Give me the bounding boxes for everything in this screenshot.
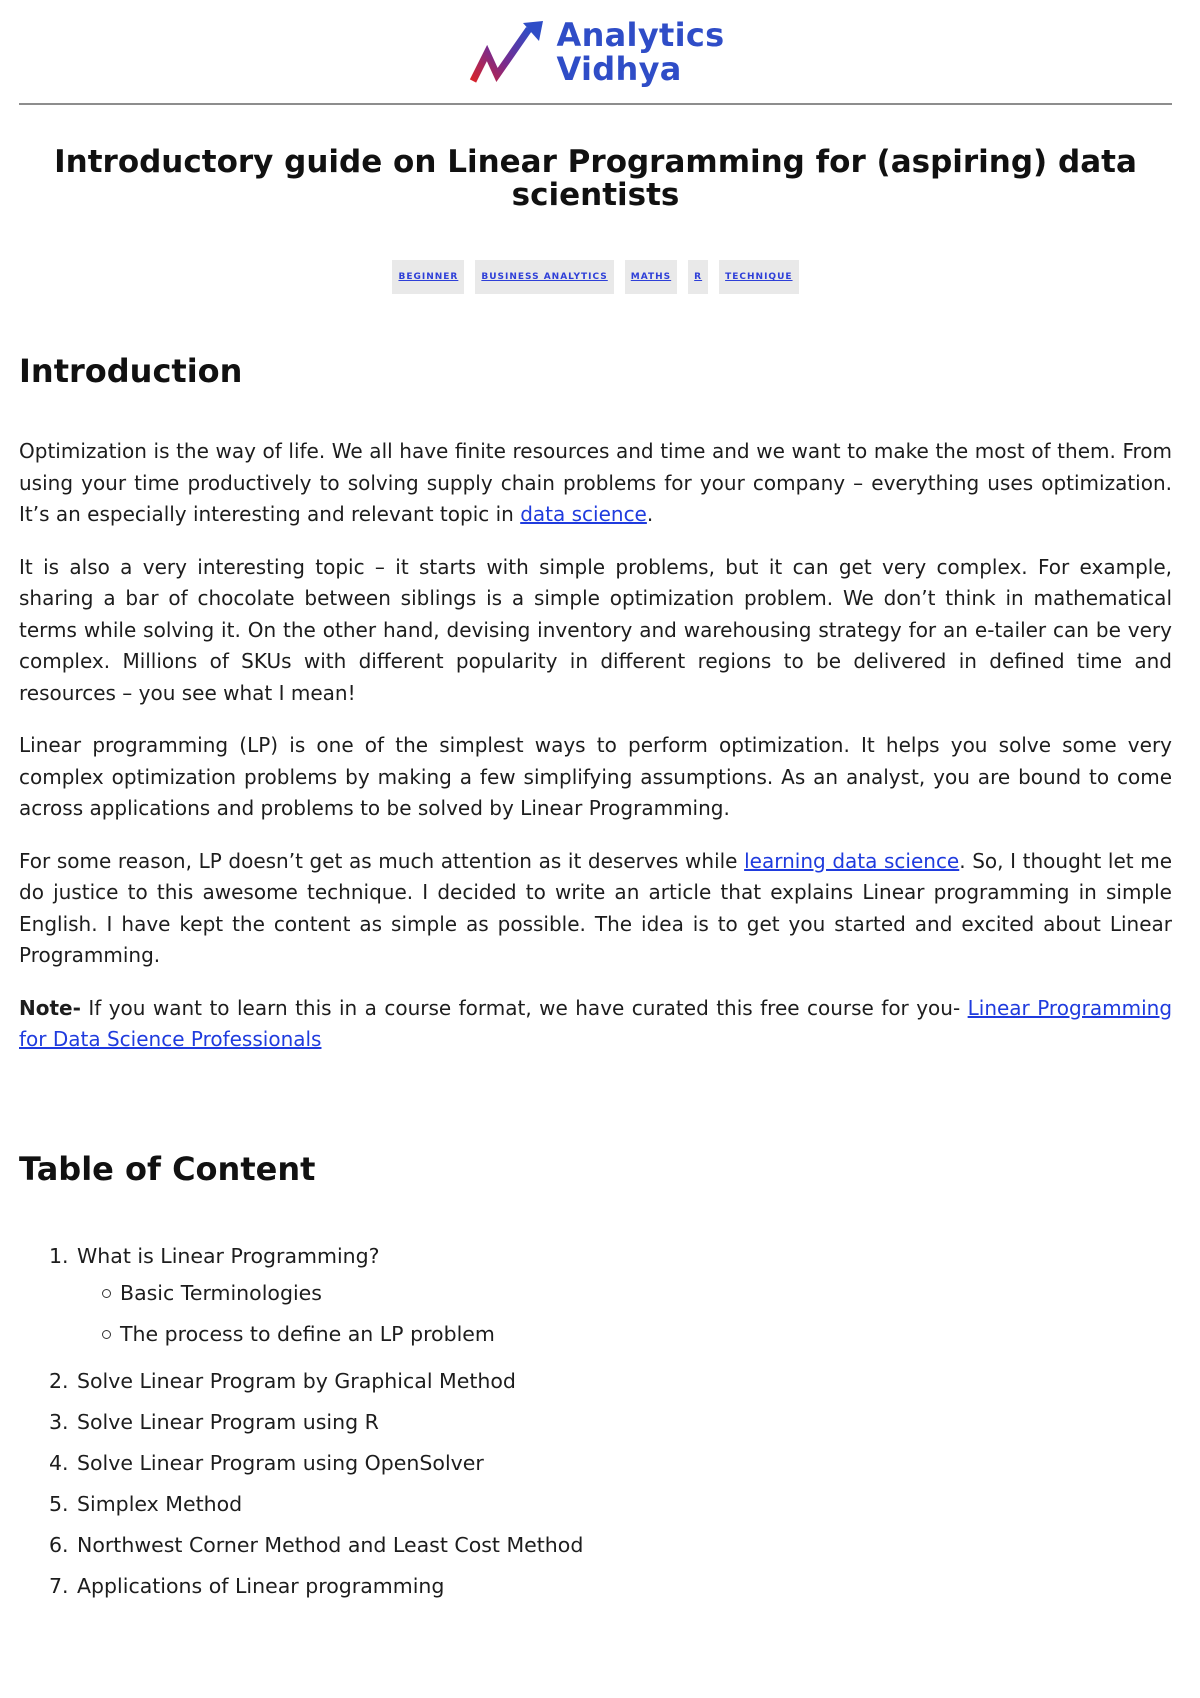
toc-item[interactable] — [37, 1451, 1037, 1492]
tag-business-analytics[interactable]: BUSINESS ANALYTICS — [475, 260, 613, 294]
toc-heading: Table of Content — [19, 1150, 316, 1188]
toc-label: Simplex Method — [77, 1492, 243, 1516]
brand-name — [557, 18, 725, 86]
toc-number: 5. — [49, 1492, 69, 1516]
course-note — [19, 993, 1172, 1056]
intro-paragraph-2: It is also a very interesting topic – it starts with simple problems, but it can get very complex. For example, sharing a bar of chocolate between siblings is a simple optimization problem. We don’t think in mathematical terms while solving it. On the other hand, devising inventory and warehousing strategy for an e-tailer can be very complex. Millions of SKUs with different popularity in different regions to be delivered in defined time and resources – you see what I mean! — [19, 554, 1172, 705]
brand-line1: Analytics — [556, 16, 725, 54]
toc-label: Applications of Linear programming — [77, 1574, 445, 1598]
introduction-body — [19, 436, 1172, 1077]
learning-data-science-link[interactable]: learning data science — [744, 848, 960, 873]
toc-item[interactable] — [37, 1410, 1037, 1451]
tag-maths[interactable]: MATHS — [625, 260, 677, 294]
toc-label: Solve Linear Program by Graphical Method — [77, 1369, 516, 1393]
logo-arrow-icon — [467, 19, 547, 85]
tag-r[interactable]: R — [688, 260, 708, 294]
tag-list — [19, 260, 1172, 294]
toc-number: 1. — [49, 1244, 69, 1268]
toc-label: Solve Linear Program using OpenSolver — [77, 1451, 484, 1475]
toc-item[interactable] — [37, 1574, 1037, 1615]
note-text: If you want to learn this in a course format, we have curated this free course for you- — [80, 995, 968, 1020]
toc-subitem[interactable] — [37, 1281, 1037, 1322]
toc-number: 2. — [49, 1369, 69, 1393]
introduction-heading: Introduction — [19, 352, 243, 390]
site-header — [19, 0, 1172, 104]
toc-number: 3. — [49, 1410, 69, 1434]
toc-item[interactable] — [37, 1369, 1037, 1410]
intro-paragraph-3: Linear programming (LP) is one of the simplest ways to perform optimization. It helps you solve some very complex optimization problems by making a few simplifying assumptions. As an analyst, you are bound to come across applications and problems to be solved by Linear Programming. — [19, 733, 1172, 820]
intro-paragraph-1 — [19, 436, 1172, 531]
tag-technique[interactable]: TECHNIQUE — [719, 260, 798, 294]
page — [19, 0, 1173, 1598]
toc-subitem[interactable] — [37, 1322, 1037, 1363]
toc-item[interactable] — [37, 1244, 1037, 1281]
p4-end: . So, I thought let me do justice to this awesome technique. I decided to write an article that explains Linear programming in simple English. I have kept the content as simple as possible. The idea is to get you started and excited about Linear Programming. — [19, 848, 1173, 967]
brand-line2: Vidhya — [556, 50, 682, 88]
tag-beginner[interactable]: BEGINNER — [392, 260, 464, 294]
p1-end: . — [646, 502, 654, 526]
note-label: Note- — [19, 995, 81, 1020]
data-science-link[interactable]: data science — [520, 502, 647, 526]
header-divider — [19, 103, 1172, 105]
toc-item[interactable] — [37, 1492, 1037, 1533]
toc-number: 4. — [49, 1451, 69, 1475]
table-of-contents — [37, 1244, 1037, 1615]
toc-label: What is Linear Programming? — [77, 1244, 380, 1268]
toc-sublabel: The process to define an LP problem — [120, 1322, 495, 1346]
course-link[interactable]: Linear Programming for Data Science Professionals — [19, 995, 1173, 1051]
toc-sublabel: Basic Terminologies — [120, 1281, 322, 1305]
brand-logo[interactable] — [467, 18, 725, 86]
toc-item[interactable] — [37, 1533, 1037, 1574]
article-title: Introductory guide on Linear Programming for (aspiring) data scientists — [54, 144, 1137, 213]
toc-label: Northwest Corner Method and Least Cost Method — [77, 1533, 584, 1557]
toc-number: 7. — [49, 1574, 69, 1598]
intro-paragraph-4 — [19, 846, 1172, 972]
toc-number: 6. — [49, 1533, 69, 1557]
p1-text: Optimization is the way of life. We all have finite resources and time and we want to make the most of them. From using your time productively to solving supply chain problems for your company – everything uses optimization. It’s an especially interesting and relevant topic in — [19, 439, 1172, 526]
p4-text: For some reason, LP doesn’t get as much attention as it deserves while — [19, 848, 745, 873]
toc-label: Solve Linear Program using R — [77, 1410, 379, 1434]
